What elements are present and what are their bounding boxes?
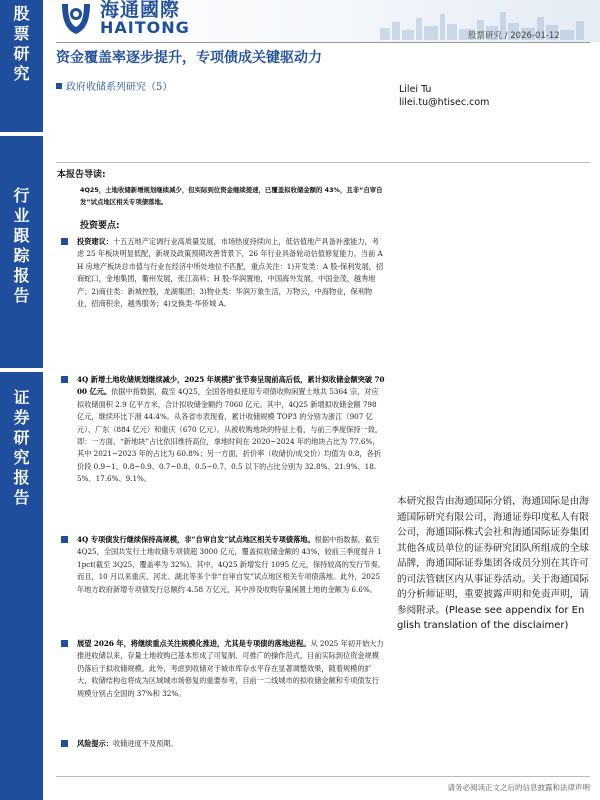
report-series	[56, 78, 172, 93]
report-title: 资金覆盖率逐步提升，专项债成关键驱动力	[56, 50, 322, 66]
key-point-bold: 展望 2026 年，将继续重点关注规模化推进，尤其是专项债的落地进程。	[77, 639, 311, 648]
key-point-body: 从 2025 年初开始大力推进收储以来，存量土地收购已基本形成了可复制、可推广的操作范式，目前实际到位资金规模仍落后于拟收储规模。此外，考虑到收储对于城市库存水平存在显著调整效果，随着规模的扩大，收储结构也将成为区域城市场修复的重要参考，目前一二线城市的拟收储金额和专项债发行规模分别占全国的 37%和 32%。	[77, 639, 384, 698]
logo-chinese-name: 海通國際	[100, 0, 181, 21]
author-block	[399, 83, 489, 109]
header-divider	[56, 42, 590, 43]
report-type-date: 股票研究 / 2026-01-12	[468, 31, 560, 41]
footer-notice: 请务必阅读正文之后的信息披露和法律声明	[447, 783, 590, 792]
key-point-bold: 4Q 新增土地收储规划继续减少，2025 年规模扩张节奏呈现前高后低，累计拟收储金额突破 7000 亿元。	[77, 375, 385, 397]
key-point-body: 十五五地产定调行业高质量发展，市场热度持续向上，低估值地产具备补涨能力，考虑 25 年板块明显低配，新规及政策预期改善背景下，26 年行业具备轮动估值修复能力。当前 AH 房地产板块总市值与行业在经济中所处地位不匹配，重点关注：1)开发类：A 股-保利发展，招商蛇口，金地集团，衢州发展，张江高科；H 股-华润置地，中国海外发展，中国金茂，越秀地产；2)商住类：新城控股，龙湖集团；3)物业类：华润万象生活，万物云，中海物业，保利物业，招商积余，越秀服务；4)交换类-华侨城 A。	[77, 237, 384, 309]
key-point-text	[77, 738, 385, 750]
key-point-text	[77, 534, 385, 596]
bullet-square-icon	[61, 376, 68, 383]
disclaimer-chinese: 本研究报告由海通国际分销，海通国际是由海通国际研究有限公司，海通证券印度私人有限公司，海通国际株式会社和海通国际证券集团其他各成员单位的证券研究团队所组成的全球品牌，海通国际证券集团各成员分别在其许可的司法管辖区内从事证券活动。关于海通国际的分析师证明，重要披露声明和免责声明，请参阅附录。	[397, 496, 589, 616]
author-email[interactable]: lilei.tu@htisec.com	[399, 97, 490, 108]
haitong-logo-icon	[56, 0, 96, 40]
key-point-bold: 风险提示：	[77, 739, 113, 748]
key-point-body: 根据中指数据，截至 4Q25，全国共发行土地收储专项债超 3000 亿元，覆盖拟收储金额的 43%，较前三季度提升 11pct(截至 3Q25，覆盖率为 32%)。其中，4Q25 新增发行 1095 亿元，保持较高的发行节奏。而且，10 月以来重庆、河北、湖北等多个非“自审自发”试点地区相关专项债落地。此外，2025 年地方政府新增专项债发行总额约 4.58 万亿元，其中涉及收购存量闲置土地的金额为 6.6%。	[77, 535, 385, 594]
key-point-body: 收储进度不及预期。	[112, 739, 178, 748]
disclaimer-block	[397, 494, 590, 634]
guide-heading: 本报告导读:	[57, 170, 106, 180]
key-point-text	[77, 638, 385, 700]
sidebar	[0, 0, 43, 800]
guide-text: 4Q25，土地收储新增规划继续减少，但实际到位资金继续提速，已覆盖拟收储金额的 43%，且非“自审自发”试点地区相关专项债落地。	[80, 186, 383, 206]
bullet-square-icon	[61, 740, 68, 747]
key-point-text	[77, 236, 385, 310]
logo-english-name: HAITONG	[100, 18, 190, 37]
series-marker-icon	[56, 83, 62, 89]
section-divider	[56, 162, 590, 163]
footer-divider	[56, 776, 590, 777]
sidebar-label-securities-research: 证 券 研 究 报 告	[13, 388, 30, 507]
author-name: Lilei Tu	[399, 84, 432, 95]
key-point-bold: 4Q 专项债发行继续保持高规模，非“自审自发”试点地区相关专项债落地。	[77, 535, 315, 544]
key-point-body: 依据中指数据，截至 4Q25，全国各地拟使用专项债收购闲置土地共 5364 宗，对应拟收储面积 2.9 亿平方米，合计拟收储金额约 7060 亿元。其中，4Q25 新增拟收储金额 798 亿元，继续环比下滑 44.4%。从各省市表现看，累计收储规模 TOP3 的分别为浙江（907 亿元）、广东（884 亿元）和重庆（670 亿元）。从被收购地块的特征上看，与前三季度保持一致，即：一方面，“新地块”占比依旧维持高位，拿地时间在 2020~2024 年的地块占比为 77.6%，其中 2021~2023 年的占比为 60.8%；另一方面，折价率（收储价/成交价）均值为 0.8，各折价段 0.9~1、0.8~0.9、0.7~0.8、0.5~0.7、0.5 以下的占比分别为 32.8%、21.9%、18.5%、17.6%、9.1%。	[77, 387, 383, 484]
key-point-text	[77, 374, 385, 486]
disclaimer-english: (Please see appendix for English translation of the disclaimer)	[397, 604, 585, 631]
bullet-square-icon	[61, 640, 68, 647]
bullet-square-icon	[61, 238, 68, 245]
sidebar-label-stock-research: 股 票 研 究	[13, 4, 30, 83]
sidebar-label-industry-tracking: 行 业 跟 踪 报 告	[13, 186, 30, 305]
bullet-square-icon	[61, 536, 68, 543]
series-label: 政府收储系列研究（5）	[66, 82, 173, 93]
key-point-bold: 投资建议：	[77, 237, 113, 246]
key-points-heading: 投资要点:	[80, 221, 120, 231]
haitong-logo	[56, 0, 246, 40]
